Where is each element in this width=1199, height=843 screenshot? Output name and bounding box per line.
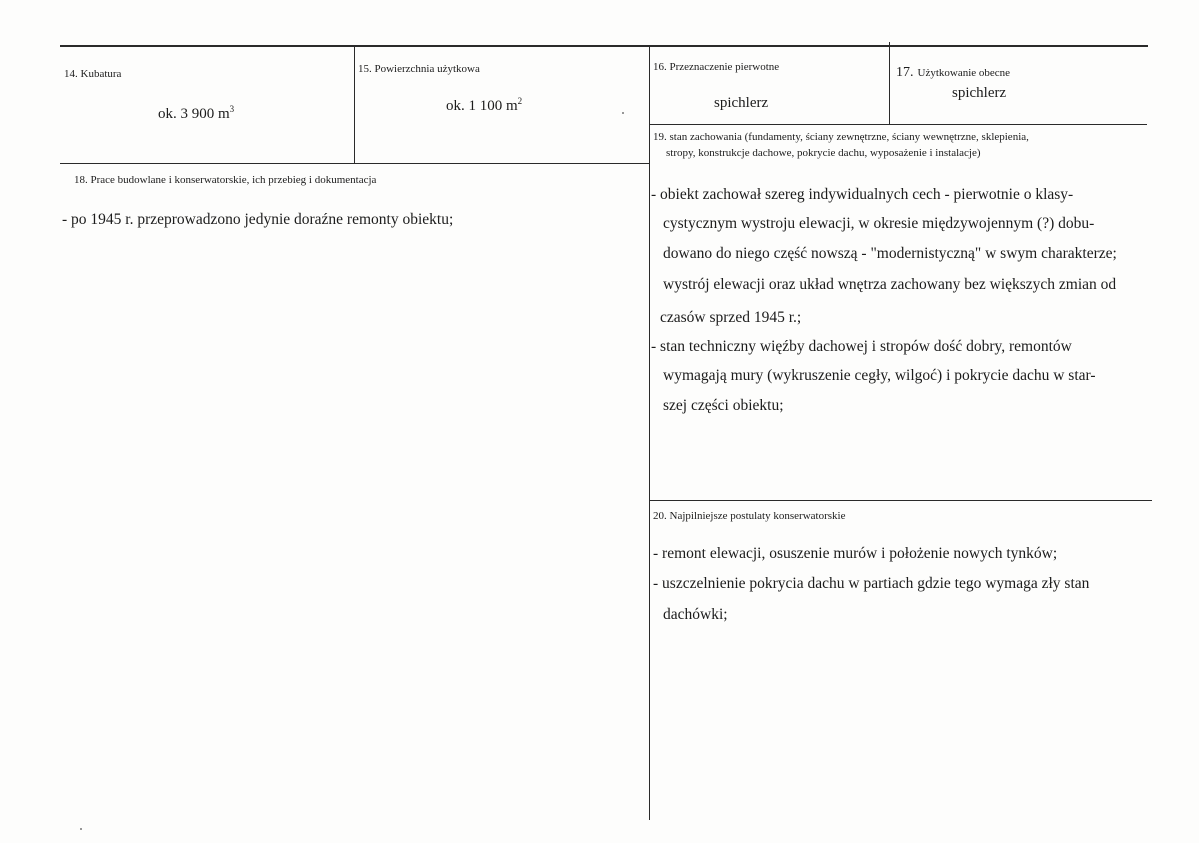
- field-15-value: [446, 98, 522, 115]
- divider-16-17: [889, 42, 890, 125]
- field-19-label-line2: stropy, konstrukcje dachowe, pokrycie dachu, wyposażenie i instalacje): [666, 147, 981, 159]
- field-20-label: 20. Najpilniejsze postulaty konserwatorskie: [653, 510, 846, 522]
- field-19-line: wystrój elewacji oraz układ wnętrza zachowany bez większych zmian od: [663, 276, 1117, 293]
- field-19-line: dowano do niego część nowszą - "modernistyczną" w swym charakterze;: [663, 245, 1117, 262]
- field-14-value-text: ok. 3 900 m: [158, 106, 230, 122]
- scan-speck: [622, 112, 624, 114]
- field-14-unit-sup: 3: [229, 104, 235, 114]
- field-19-line: - stan techniczny więźby dachowej i stropów dość dobry, remontów: [651, 338, 1072, 355]
- field-16-label: 16. Przeznaczenie pierwotne: [653, 61, 780, 73]
- field-16-value: spichlerz: [714, 95, 769, 111]
- divider-14-15: [354, 45, 355, 163]
- field-20-line: - uszczelnienie pokrycia dachu w partiach gdzie tego wymaga zły stan: [653, 575, 1090, 592]
- divider-19-20: [649, 500, 1152, 501]
- field-19-line: cystycznym wystroju elewacji, w okresie międzywojennym (?) dobu-: [663, 215, 1095, 232]
- field-20-line: dachówki;: [663, 606, 728, 623]
- field-19-line: szej części obiektu;: [663, 397, 784, 414]
- divider-row1-18: [60, 163, 649, 164]
- field-14-value: [158, 106, 234, 123]
- field-15-value-text: ok. 1 100 m: [446, 98, 518, 114]
- field-18-line: - po 1945 r. przeprowadzono jedynie doraźne remonty obiektu;: [62, 211, 454, 228]
- field-20-line: - remont elewacji, osuszenie murów i położenie nowych tynków;: [653, 545, 1058, 562]
- divider-17-19: [649, 124, 1147, 125]
- field-19-line: czasów sprzed 1945 r.;: [660, 309, 802, 326]
- field-17-label: [896, 63, 1010, 81]
- divider-15-16: [649, 45, 650, 820]
- top-border: [60, 45, 1148, 47]
- field-15-unit-sup: 2: [517, 96, 523, 106]
- field-14-label: 14. Kubatura: [64, 68, 122, 80]
- field-19-line: wymagają mury (wykruszenie cegły, wilgoć) i pokrycie dachu w star-: [663, 367, 1096, 384]
- field-15-label: 15. Powierzchnia użytkowa: [358, 63, 480, 75]
- field-18-label: 18. Prace budowlane i konserwatorskie, ich przebieg i dokumentacja: [74, 174, 377, 186]
- field-17-label-number: 17.: [896, 65, 914, 80]
- field-17-value: spichlerz: [952, 85, 1007, 101]
- field-19-label-line1: 19. stan zachowania (fundamenty, ściany zewnętrzne, ściany wewnętrzne, sklepienia,: [653, 131, 1029, 143]
- field-17-label-text: Użytkowanie obecne: [917, 67, 1011, 79]
- field-19-line: - obiekt zachował szereg indywidualnych cech - pierwotnie o klasy-: [651, 186, 1074, 203]
- scan-speck: [80, 828, 82, 830]
